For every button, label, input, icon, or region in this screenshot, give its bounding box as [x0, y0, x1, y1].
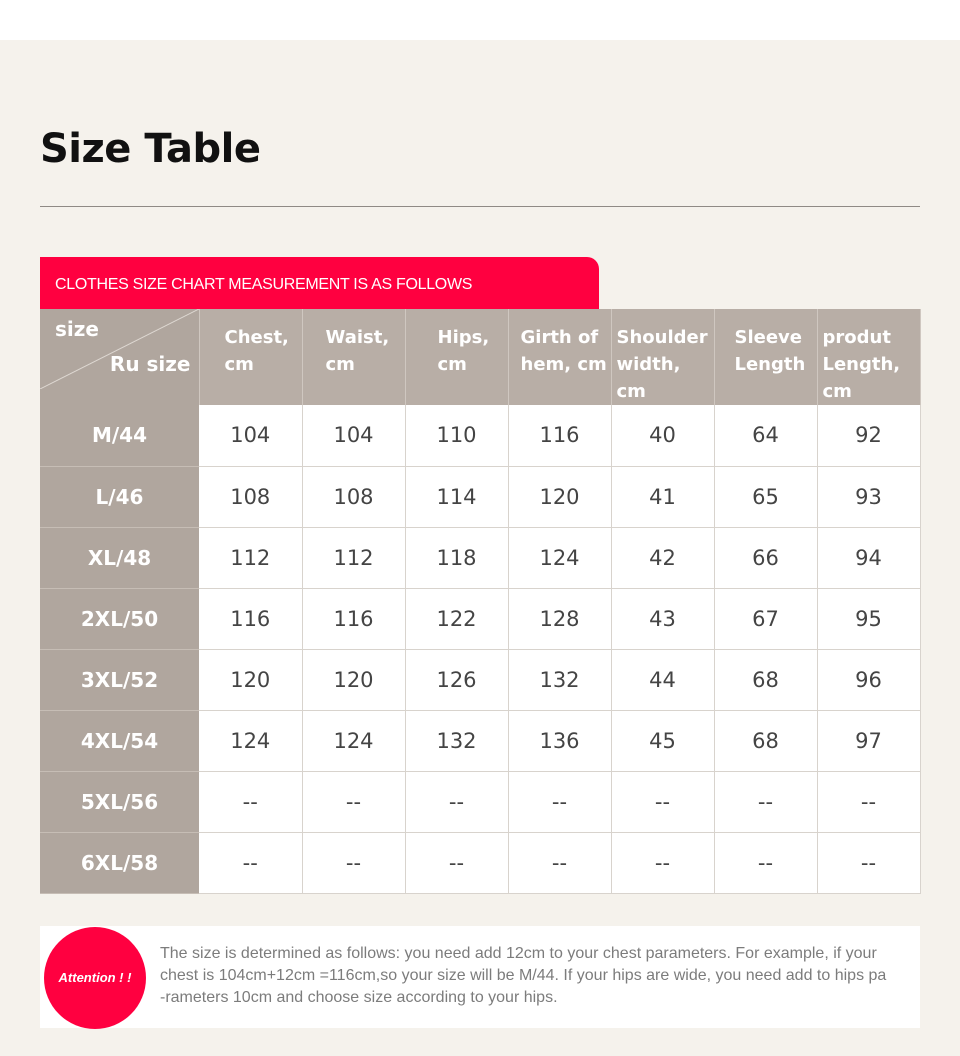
size-cell: 5XL/56	[40, 771, 199, 832]
measurement-cell: 128	[508, 588, 611, 649]
measurement-cell: --	[714, 771, 817, 832]
table-body	[40, 405, 920, 893]
measurement-cell: 44	[611, 649, 714, 710]
size-table	[40, 309, 921, 894]
measurement-cell: 120	[199, 649, 302, 710]
measurement-cell: 132	[508, 649, 611, 710]
measurement-cell: 68	[714, 649, 817, 710]
size-cell: 2XL/50	[40, 588, 199, 649]
size-cell: L/46	[40, 466, 199, 527]
measurement-cell: 120	[302, 649, 405, 710]
measurement-cell: 65	[714, 466, 817, 527]
size-cell: M/44	[40, 405, 199, 466]
table-header-row	[40, 309, 920, 405]
measurement-cell: 64	[714, 405, 817, 466]
column-header	[714, 309, 817, 405]
column-header	[199, 309, 302, 405]
measurement-cell: 67	[714, 588, 817, 649]
measurement-cell: --	[714, 832, 817, 893]
measurement-cell: 110	[405, 405, 508, 466]
measurement-cell: 93	[817, 466, 920, 527]
column-header-label: Girth of hem, cm	[520, 327, 607, 375]
title-divider	[40, 206, 920, 207]
size-cell: 4XL/54	[40, 710, 199, 771]
table-row	[40, 588, 920, 649]
column-header	[817, 309, 920, 405]
column-header	[611, 309, 714, 405]
measurement-cell: 40	[611, 405, 714, 466]
measurement-cell: --	[405, 771, 508, 832]
measurement-cell: --	[611, 771, 714, 832]
measurement-cell: 96	[817, 649, 920, 710]
measurement-cell: --	[199, 771, 302, 832]
measurement-cell: 97	[817, 710, 920, 771]
measurement-cell: 108	[199, 466, 302, 527]
measurement-cell: 108	[302, 466, 405, 527]
table-row	[40, 466, 920, 527]
measurement-cell: 41	[611, 466, 714, 527]
measurement-cell: 124	[508, 527, 611, 588]
size-cell: XL/48	[40, 527, 199, 588]
size-cell: 6XL/58	[40, 832, 199, 893]
column-header	[405, 309, 508, 405]
measurement-cell: --	[302, 771, 405, 832]
measurement-cell: 114	[405, 466, 508, 527]
column-header-label: Hips, cm	[437, 327, 490, 375]
measurement-cell: 116	[199, 588, 302, 649]
measurement-cell: --	[405, 832, 508, 893]
table-row	[40, 710, 920, 771]
measurement-cell: 118	[405, 527, 508, 588]
table-row	[40, 649, 920, 710]
column-header-label: produt Length, cm	[822, 327, 901, 402]
table-row	[40, 527, 920, 588]
measurement-cell: 124	[302, 710, 405, 771]
measurement-cell: --	[817, 771, 920, 832]
measurement-cell: 120	[508, 466, 611, 527]
measurement-cell: 116	[508, 405, 611, 466]
column-header-label: Chest, cm	[224, 327, 289, 375]
page-title: Size Table	[40, 126, 261, 172]
column-header	[508, 309, 611, 405]
measurement-cell: 124	[199, 710, 302, 771]
measurement-cell: 132	[405, 710, 508, 771]
size-cell: 3XL/52	[40, 649, 199, 710]
measurement-cell: --	[302, 832, 405, 893]
corner-header-cell	[40, 309, 199, 405]
column-header-label: Shoulder width, cm	[616, 327, 708, 402]
measurement-cell: 126	[405, 649, 508, 710]
measurement-cell: 42	[611, 527, 714, 588]
measurement-cell: 43	[611, 588, 714, 649]
measurement-cell: 92	[817, 405, 920, 466]
measurement-cell: 122	[405, 588, 508, 649]
corner-size-label: size	[55, 317, 99, 341]
measurement-cell: --	[508, 832, 611, 893]
measurement-cell: 94	[817, 527, 920, 588]
column-header	[302, 309, 405, 405]
measurement-cell: --	[611, 832, 714, 893]
corner-ru-size-label: Ru size	[109, 352, 191, 376]
measurement-cell: 66	[714, 527, 817, 588]
column-header-label: Waist, cm	[325, 327, 390, 375]
measurement-cell: 104	[199, 405, 302, 466]
attention-badge: Attention ! !	[44, 927, 146, 1029]
measurement-cell: --	[199, 832, 302, 893]
table-row	[40, 405, 920, 466]
table-row	[40, 771, 920, 832]
measurement-cell: 116	[302, 588, 405, 649]
measurement-cell: --	[508, 771, 611, 832]
measurement-cell: 45	[611, 710, 714, 771]
measurement-cell: 136	[508, 710, 611, 771]
measurement-cell: --	[817, 832, 920, 893]
measurement-cell: 112	[302, 527, 405, 588]
chart-banner: CLOTHES SIZE CHART MEASUREMENT IS AS FOLLOWS	[40, 257, 599, 309]
attention-text: The size is determined as follows: you need add 12cm to your chest parameters. For example, if your chest is 104cm+12cm =116cm,so your size will be M/44. If your hips are wide, you need add to hips pa -rameters 10cm and choose size according to your hips.	[160, 945, 887, 1006]
measurement-cell: 112	[199, 527, 302, 588]
column-header-label: Sleeve Length	[734, 327, 806, 375]
measurement-cell: 95	[817, 588, 920, 649]
measurement-cell: 68	[714, 710, 817, 771]
table-row	[40, 832, 920, 893]
measurement-cell: 104	[302, 405, 405, 466]
